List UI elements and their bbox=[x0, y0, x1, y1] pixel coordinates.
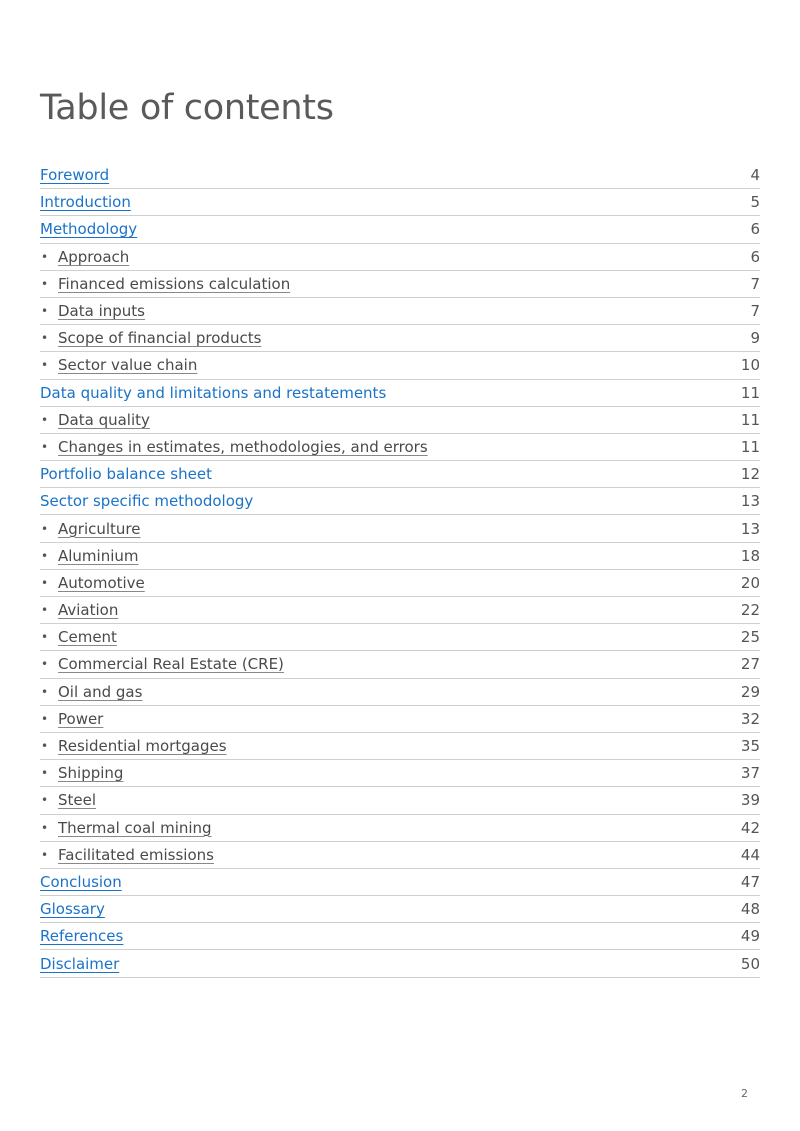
toc-entry bbox=[40, 384, 386, 402]
toc-row bbox=[40, 543, 760, 570]
toc-page-number: 44 bbox=[740, 845, 760, 864]
toc-page-number: 49 bbox=[740, 927, 760, 946]
toc-row bbox=[40, 189, 760, 216]
toc-entry bbox=[40, 193, 131, 211]
toc-entry bbox=[40, 710, 103, 728]
toc-entry bbox=[40, 411, 150, 429]
toc-entry bbox=[40, 520, 141, 538]
bullet-icon: • bbox=[41, 249, 49, 264]
toc-page-number: 37 bbox=[740, 764, 760, 783]
toc-entry bbox=[40, 465, 212, 483]
toc-row bbox=[40, 651, 760, 678]
toc-subsection-link[interactable]: Facilitated emissions bbox=[58, 845, 214, 864]
toc-page-number: 7 bbox=[750, 274, 760, 293]
toc-page-number: 11 bbox=[740, 383, 760, 402]
toc-subsection-link[interactable]: Power bbox=[58, 709, 104, 728]
toc-row bbox=[40, 597, 760, 624]
toc-page-number: 48 bbox=[740, 900, 760, 919]
toc-entry bbox=[40, 492, 253, 510]
toc-entry bbox=[40, 655, 284, 673]
bullet-icon: • bbox=[41, 304, 49, 319]
toc-entry bbox=[40, 302, 145, 320]
toc-entry bbox=[40, 438, 428, 456]
toc-section-link[interactable]: Data quality and limitations and restatements bbox=[40, 383, 387, 402]
toc-section-link[interactable]: Disclaimer bbox=[40, 954, 120, 973]
bullet-icon: • bbox=[41, 548, 49, 563]
toc-section-link[interactable]: Methodology bbox=[40, 220, 138, 239]
toc-subsection-link[interactable]: Data quality bbox=[58, 410, 150, 429]
bullet-icon: • bbox=[41, 657, 49, 672]
bullet-icon: • bbox=[41, 521, 49, 536]
toc-section-link[interactable]: Foreword bbox=[40, 166, 110, 185]
toc-row bbox=[40, 950, 760, 977]
toc-entry bbox=[40, 248, 129, 266]
bullet-icon: • bbox=[41, 766, 49, 781]
bullet-icon: • bbox=[41, 412, 49, 427]
toc-subsection-link[interactable]: Financed emissions calculation bbox=[58, 274, 291, 293]
toc-row bbox=[40, 325, 760, 352]
toc-subsection-link[interactable]: Thermal coal mining bbox=[58, 818, 212, 837]
toc-section-link[interactable]: Introduction bbox=[40, 193, 131, 212]
toc-subsection-link[interactable]: Data inputs bbox=[58, 302, 145, 321]
toc-entry bbox=[40, 329, 261, 347]
toc-entry bbox=[40, 601, 118, 619]
toc-page-number: 13 bbox=[740, 492, 760, 511]
toc-entry bbox=[40, 819, 212, 837]
toc-row bbox=[40, 733, 760, 760]
toc-row bbox=[40, 298, 760, 325]
toc-row bbox=[40, 842, 760, 869]
toc-section-link[interactable]: Conclusion bbox=[40, 872, 122, 891]
toc-page-number: 13 bbox=[740, 519, 760, 538]
bullet-icon: • bbox=[41, 793, 49, 808]
toc-page-number: 4 bbox=[750, 166, 760, 185]
toc-row bbox=[40, 760, 760, 787]
toc-row bbox=[40, 271, 760, 298]
toc-subsection-link[interactable]: Approach bbox=[58, 247, 130, 266]
toc-page-number: 11 bbox=[740, 410, 760, 429]
toc-page-number: 29 bbox=[740, 682, 760, 701]
toc-entry bbox=[40, 873, 122, 891]
toc-page-number: 47 bbox=[740, 872, 760, 891]
toc-entry bbox=[40, 846, 214, 864]
toc-entry bbox=[40, 628, 117, 646]
bullet-icon: • bbox=[41, 711, 49, 726]
toc-subsection-link[interactable]: Scope of financial products bbox=[58, 329, 262, 348]
toc-section-link[interactable]: Glossary bbox=[40, 900, 105, 919]
toc-row bbox=[40, 923, 760, 950]
toc-entry bbox=[40, 356, 197, 374]
toc-subsection-link[interactable]: Shipping bbox=[58, 764, 124, 783]
toc-row bbox=[40, 352, 760, 379]
toc-subsection-link[interactable]: Changes in estimates, methodologies, and errors bbox=[58, 437, 428, 456]
toc-page-number: 22 bbox=[740, 601, 760, 620]
toc-subsection-link[interactable]: Cement bbox=[58, 628, 117, 647]
toc-page-number: 32 bbox=[740, 709, 760, 728]
bullet-icon: • bbox=[41, 630, 49, 645]
toc-subsection-link[interactable]: Aviation bbox=[58, 601, 119, 620]
toc-section-link[interactable]: References bbox=[40, 927, 124, 946]
toc-entry bbox=[40, 791, 96, 809]
page-title: Table of contents bbox=[40, 88, 334, 128]
page-number: 2 bbox=[741, 1087, 748, 1100]
toc-page-number: 6 bbox=[750, 247, 760, 266]
toc-page-number: 20 bbox=[740, 573, 760, 592]
toc-page-number: 42 bbox=[740, 818, 760, 837]
toc-section-link[interactable]: Sector specific methodology bbox=[40, 492, 254, 511]
toc-row bbox=[40, 815, 760, 842]
toc-subsection-link[interactable]: Residential mortgages bbox=[58, 737, 227, 756]
toc-page-number: 27 bbox=[740, 655, 760, 674]
bullet-icon: • bbox=[41, 684, 49, 699]
bullet-icon: • bbox=[41, 603, 49, 618]
bullet-icon: • bbox=[41, 739, 49, 754]
toc-row bbox=[40, 488, 760, 515]
toc-row bbox=[40, 515, 760, 542]
toc-entry bbox=[40, 764, 123, 782]
toc-entry bbox=[40, 220, 137, 238]
toc-page-number: 11 bbox=[740, 437, 760, 456]
toc-page-number: 12 bbox=[740, 465, 760, 484]
toc-entry bbox=[40, 737, 227, 755]
bullet-icon: • bbox=[41, 575, 49, 590]
toc-row bbox=[40, 679, 760, 706]
toc-page-number: 25 bbox=[740, 628, 760, 647]
toc-entry bbox=[40, 927, 123, 945]
toc-entry bbox=[40, 574, 145, 592]
toc-page-number: 18 bbox=[740, 546, 760, 565]
bullet-icon: • bbox=[41, 820, 49, 835]
toc-entry bbox=[40, 547, 139, 565]
toc-entry bbox=[40, 900, 105, 918]
toc-page-number: 10 bbox=[740, 356, 760, 375]
toc-page-number: 5 bbox=[750, 193, 760, 212]
toc-row bbox=[40, 407, 760, 434]
toc-subsection-link[interactable]: Aluminium bbox=[58, 546, 139, 565]
toc-row bbox=[40, 434, 760, 461]
toc-subsection-link[interactable]: Oil and gas bbox=[58, 682, 143, 701]
toc-page-number: 9 bbox=[750, 329, 760, 348]
table-of-contents bbox=[40, 162, 760, 978]
toc-row bbox=[40, 162, 760, 189]
toc-subsection-link[interactable]: Agriculture bbox=[58, 519, 141, 538]
toc-row bbox=[40, 216, 760, 243]
toc-row bbox=[40, 896, 760, 923]
toc-subsection-link[interactable]: Sector value chain bbox=[58, 356, 198, 375]
toc-page-number: 7 bbox=[750, 302, 760, 321]
bullet-icon: • bbox=[41, 331, 49, 346]
toc-row bbox=[40, 461, 760, 488]
toc-page-number: 35 bbox=[740, 737, 760, 756]
toc-row bbox=[40, 624, 760, 651]
toc-row bbox=[40, 706, 760, 733]
toc-entry bbox=[40, 955, 119, 973]
toc-entry bbox=[40, 275, 290, 293]
toc-subsection-link[interactable]: Automotive bbox=[58, 573, 145, 592]
toc-section-link[interactable]: Portfolio balance sheet bbox=[40, 465, 212, 484]
toc-subsection-link[interactable]: Commercial Real Estate (CRE) bbox=[58, 655, 284, 674]
toc-row bbox=[40, 380, 760, 407]
toc-row bbox=[40, 570, 760, 597]
bullet-icon: • bbox=[41, 439, 49, 454]
toc-row bbox=[40, 869, 760, 896]
bullet-icon: • bbox=[41, 276, 49, 291]
toc-row bbox=[40, 787, 760, 814]
toc-page-number: 50 bbox=[740, 954, 760, 973]
bullet-icon: • bbox=[41, 847, 49, 862]
toc-page-number: 6 bbox=[750, 220, 760, 239]
toc-entry bbox=[40, 166, 109, 184]
toc-entry bbox=[40, 683, 142, 701]
toc-row bbox=[40, 244, 760, 271]
toc-subsection-link[interactable]: Steel bbox=[58, 791, 97, 810]
toc-page-number: 39 bbox=[740, 791, 760, 810]
bullet-icon: • bbox=[41, 358, 49, 373]
